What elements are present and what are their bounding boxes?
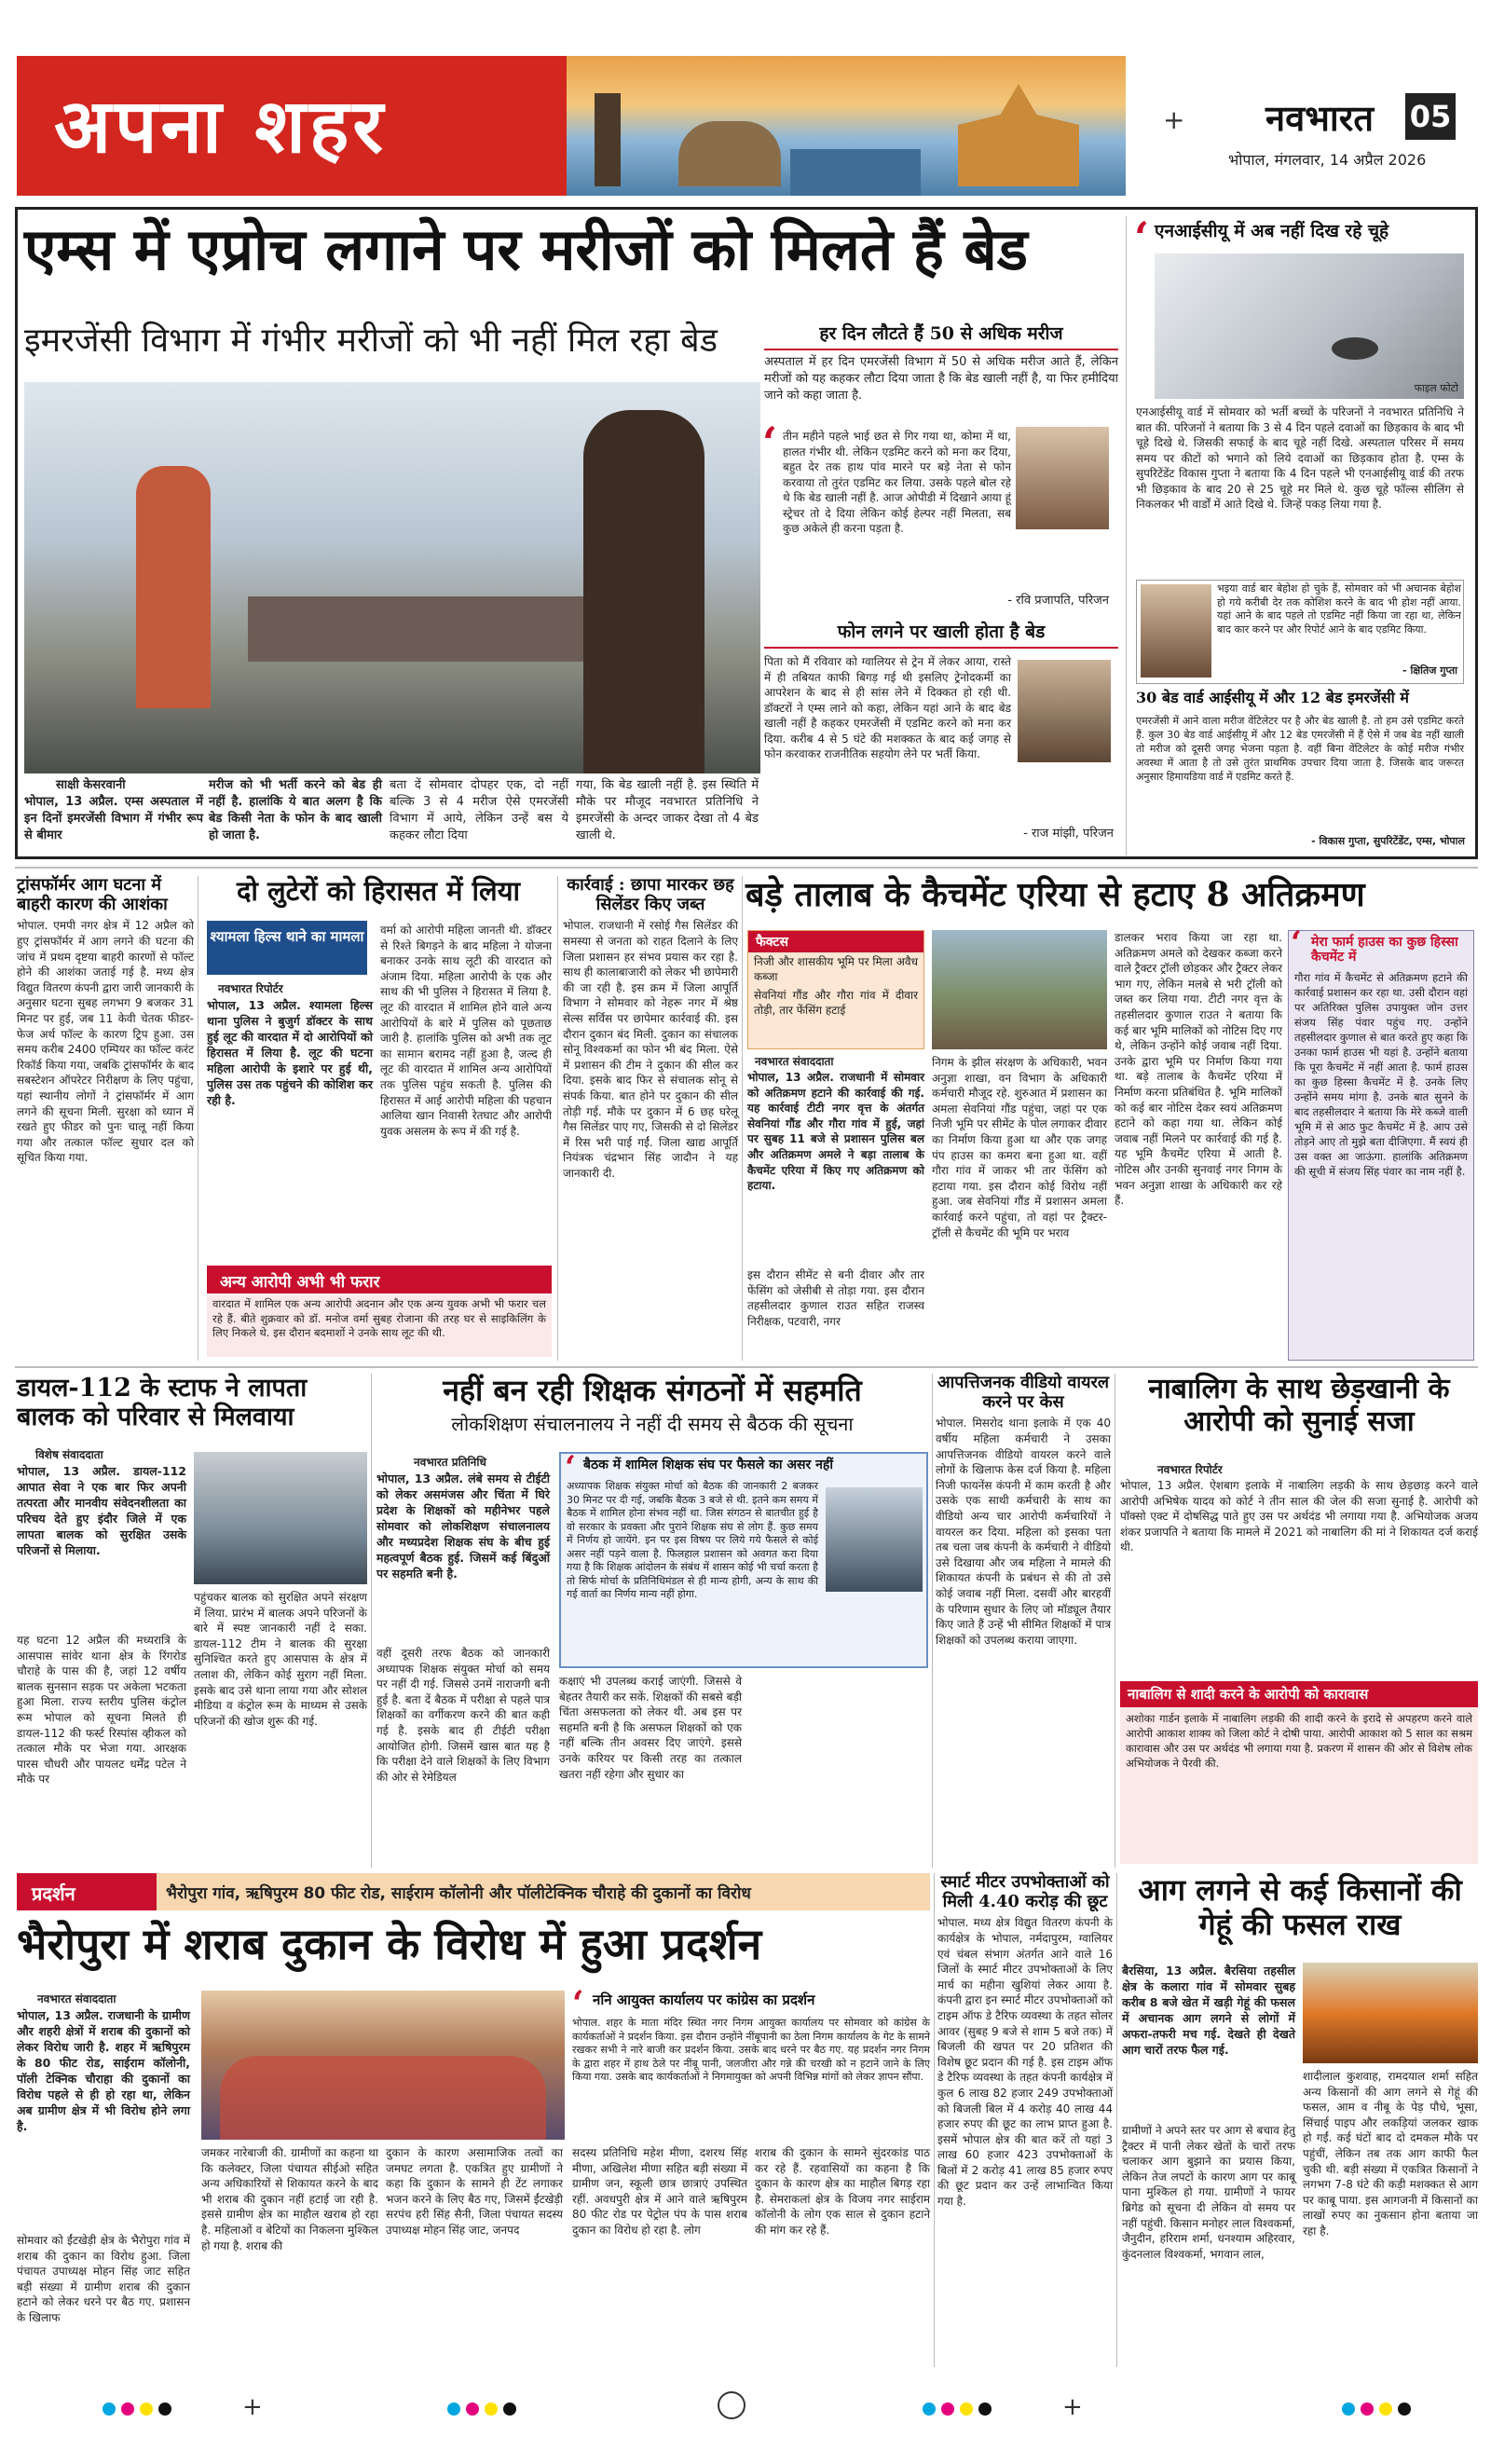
divider [15, 867, 1478, 869]
side-title: एनआईसीयू में अब नहीं दिख रहे चूहे [1155, 221, 1389, 241]
col-rule [742, 876, 743, 1361]
teachers-text2: कक्षाएं भी उपलब्ध कराई जाएंगी. जिससे वे बेहतर तैयारी कर सकें. शिक्षकों की सबसे बड़ी चिंता असफलता को लेकर थी. अब इस पर सहमति बनी है कि असफल शिक्षकों को एक नहीं बल्कि तीन अवसर दिए जाएंगे. इससे उनके करियर पर किसी तरह का तत्काल खतरा नहीं रहेगा और सुधार का [559, 1675, 742, 1781]
video-text: भोपाल. मिसरोद थाना इलाके में एक 40 वर्षीय महिला कर्मचारी ने उसका आपत्तिजनक वीडियो वायरल करने वाले लोगों के खिलाफ केस दर्ज किया है. महिला निजी फायनेंस कंपनी में काम करती है और उसके एक साथी कर्मचारी के साथ का वीडियो अन्य चार आरोपी कर्मचारियों ने वायरल कर दिया. महिला को इसका पता तब चला जब कंपनी के कर्मचारी ने वीडियो उसे दिखाया और जब महिला ने मामले की शिकायत कंपनी के प्रबंधन से की तो उसे कोई जवाब नहीं मिला. दसवीं और बारहवीं के परिणाम सुधार के लिए जो मॉड्यूल तैयार किए जाते हैं उन्हें भी सीमित शिक्षकों में पात्र शिक्षकों को उपलब्ध कराया जाएगा. [936, 1417, 1111, 1647]
dial112-text2: पहुंचकर बालक को सुरक्षित अपने संरक्षण में लिया. प्रारंभ में बालक अपने परिजनों के बारे में स्पष्ट जानकारी नहीं दे सका. डायल-112 टीम ने बालक की सुरक्षा सुनिश्चित करते हुए आसपास के क्षेत्र में तलाश की, लेकिन कोई सुराग नहीं मिला. इसके बाद उसे थाना लाया गया और सोशल मीडिया व कंट्रोल रूम के माध्यम से उसके परिजनों की खोज शुरू की गई. [194, 1591, 367, 1728]
congress-box [572, 1984, 930, 2140]
robbers-text: वर्मा को आरोपी महिला जानती थी. डॉक्टर से रिश्ते बिगड़ने के बाद महिला ने योजना बनाकर उनके साथ लूटी की वारदात को अंजाम दिया. महिला आरोपी के एक और साथ की भी पुलिस ने हिरासत में लिया है. लूट की वारदात में शामिल होने वाले अन्य आरोपियों के बारे में पुलिस को पूछताछ जारी है. हालांकि पुलिस को अभी तक लूट का सामान बरामद नहीं हुआ है, जल्द ही लूट की वारदात में शामिल अन्य आरोपियों तक पुलिस पहुंच सकती है. पुलिस की हिरासत में आई आरोपी महिला की पहचान आलिया खान निवासी रेतघाट और आरोपी युवक असलम के रूप में की गई है. [380, 924, 552, 1138]
quote-mark-icon: ‘ [565, 1449, 576, 1486]
liquor-text: सोमवार को ईंटखेड़ी क्षेत्र के भैरोपुरा गांव में शराब की दुकान का विरोध हुआ. जिला पंचायत उपाध्यक्ष मोहन सिंह जाट सहित बड़ी संख्या में ग्रामीण शराब की दुकान हटाने को लेकर धरने पर बैठ गए. प्रशासन के खिलाफ [17, 2234, 190, 2324]
side2-by: - विकास गुप्ता, सुपरिटेंडेंट, एम्स, भोपाल [1311, 835, 1465, 847]
teachers-lead: भोपाल, 13 अप्रैल. लंबे समय से टीईटी को लेकर असमंजस और चिंता में घिरे प्रदेश के शिक्षकों को महीनेभर पहले सोमवार को लोकशिक्षण संचालनालय और मध्यप्रदेश शिक्षक संघ के बीच हुई महत्वपूर्ण बैठक हुई. जिसमें कई बिंदुओं पर सहमति बनी है. [376, 1472, 550, 1581]
strip-tag: प्रदर्शन [17, 1873, 157, 1910]
fact-item: निजी और शासकीय भूमि पर मिला अवैध कब्जा [754, 955, 918, 983]
facts-box [747, 930, 924, 1049]
strip-text: भैरोपुरा गांव, ऋषिपुरम 80 फीट रोड, साईराम कॉलोनी और पॉलीटेक्निक चौराहे की दुकानों का विरोध [166, 1884, 751, 1903]
transformer-story [17, 876, 194, 1361]
col-rule [932, 1374, 933, 1868]
magenta-dot [941, 2402, 954, 2416]
video-story [936, 1374, 1111, 1868]
fire-text: ग्रामीणों ने अपने स्तर पर आग से बचाव हेतु ट्रैक्टर में पानी लेकर खेतों के चारों तरफ चलाकर आग बुझाने का प्रयास किया, लेकिन तेज लपटों के कारण आग पर काबू पाना मुश्किल हो गया. ग्रामीणों ने फायर ब्रिगेड को सूचना दी लेकिन वो समय पर नहीं पहुंची. किसान मनोहर लाल विश्वकर्मा, जैनुदीन, हरिराम शर्मा, धनश्याम अहिरवार, कुंदनलाल विश्वकर्मा, भगवान लाल, [1122, 2124, 1295, 2261]
dial112-photo [194, 1452, 367, 1584]
meter-text: भोपाल. मध्य क्षेत्र विद्युत वितरण कंपनी के कार्यक्षेत्र के भोपाल, नर्मदापुरम, ग्वालियर एवं चंबल संभाग अंतर्गत आने वाले 16 जिलों के स्मार्ट मीटर उपभोक्ताओं के लिए मार्च का महीना खुशियां लेकर आया है. कंपनी द्वारा इन स्मार्ट मीटर उपभोक्ताओं को टाइम ऑफ डे टैरिफ व्यवस्था के तहत सोलर आवर (सुबह 9 बजे से शाम 5 बजे तक) में बिजली की खपत पर 20 प्रतिशत की विशेष छूट प्रदान की गई है. इस टाइम ऑफ डे टैरिफ व्यवस्था के तहत कंपनी कार्यक्षेत्र में कुल 6 लाख 82 हजार 249 उपभोक्ताओं को बिजली बिल में 4 करोड़ 40 लाख 44 हजार रुपए की छूट का लाभ प्राप्त हुआ है. इसमें भोपाल क्षेत्र की बात करें तो यहां 3 लाख 60 हजार 423 उपभोक्ताओं के बिलों में 2 करोड़ 41 लाख 85 हजार रुपए की छूट प्रदान कर उन्हें लाभान्वित किया गया है. [937, 1916, 1113, 2209]
liquor-lead: भोपाल, 13 अप्रैल. राजधानी के ग्रामीण और शहरी क्षेत्रों में शराब की दुकानों को लेकर विरोध जारी है. शहर में ऋषिपुरम के 80 फीट रोड, साईराम कॉलोनी, पॉली टेक्निक चौराहा की दुकानों का विरोध पहले से ही हो रहा था, लेकिन अब ग्रामीण क्षेत्र में भी विरोध होने लगा है. [17, 2008, 190, 2133]
liquor-photo [201, 1991, 565, 2140]
yellow-dot [485, 2402, 498, 2416]
liquor-text5: शराब की दुकान के सामने सुंदरकांड पाठ कर रहे हैं. रहवासियों का कहना है कि दुकान के कारण क्षेत्र का माहौल बिगड़ रहा है. सेमराकलां क्षेत्र के विजय नगर साईराम कॉलोनी के लोग एक साल से दुकान हटाने की मांग कर रहे हैं. [755, 2146, 930, 2237]
fire-photo [1303, 1963, 1478, 2063]
quote-mark-icon: ‘ [1291, 924, 1302, 962]
man-figure [583, 410, 704, 773]
cyan-dot [447, 2402, 460, 2416]
side-quote-by: - क्षितिज गुप्ता [1402, 664, 1457, 677]
lake-lead: भोपाल, 13 अप्रैल. राजधानी में सोमवार को अतिक्रमण हटाने की कार्रवाई की गई. यह कार्रवाई टीटी नगर वृत्त के अंतर्गत सेवनियां गौंड और गौरा गांव में हुई, जहां पर सुबह 11 बजे से प्रशासन पुलिस बल और अतिक्रमण अमले ने बड़ा तालाब के कैचमेंट एरिया में किए गए अतिक्रमण को हटाया. [747, 1071, 924, 1193]
crosshair-icon: + [1163, 104, 1185, 135]
fire-story [1122, 1873, 1478, 2367]
robbers-byline: नवभारत रिपोर्टर [218, 982, 283, 995]
liquor-byline: नवभारत संवाददाता [37, 1992, 116, 2005]
registration-target-icon [718, 2391, 746, 2419]
liquor-text4: सदस्य प्रतिनिधि महेश मीणा, दशरथ सिंह मीणा, अखिलेश मीणा सहित बड़ी संख्या में ग्रामीण जन, स्कूली छात्र छात्राएं उपस्थित रहीं. अवधपुरी क्षेत्र में आने वाले ऋषिपुरम 80 फीट रोड पर पेट्रोल पंप के पास शराब दुकान का विरोध हो रहा है. लोग [572, 2146, 747, 2237]
liquor-text3: दुकान के कारण असामाजिक तत्वों का जमघट लगता है. एकत्रित हुए ग्रामीणों ने कहा कि दुकान के सामने ही टेंट लगाकर भजन करने के लिए बैठ गए, जिसमें ईंटखेड़ी सरपंच हरी सिंह सैनी, जिला पंचायत सदस्य उपाध्यक्ष मोहन सिंह जाट, जनपद [386, 2146, 563, 2237]
robbers-tag: श्यामला हिल्स थाने का मामला [207, 921, 367, 975]
robbers-lead: भोपाल, 13 अप्रैल. श्यामला हिल्स थाना पुलिस ने बुजुर्ग डॉक्टर के साथ हुई लूट की वारदात में दो आरोपियों को हिरासत में लिया है. लूट की घटना महिला आरोपी के इशारे पर हुई थी, पुलिस उस तक पहुंचने की कोशिश कर रही है. [207, 998, 373, 1107]
col-rule [1116, 1873, 1117, 2367]
lake-text2: निगम के झील संरक्षण के अधिकारी, भवन अनुज्ञा शाखा, वन विभाग के अधिकारी कर्मचारी मौजूद रहे. शुरुआत में प्रशासन का अमला सेवनियां गौंड पहुंचा, जहां पर एक निजी भूमि पर सीमेंट के पोल लगाकर दीवार का निर्माण किया हुआ था और एक जगह पंप हाउस का कमरा बना हुआ था. वहीं गौरा गांव में जाकर भी तार फेंसिंग को हटाया गया. इस दौरान कोई विरोध नहीं हुआ. जब सेवनियां गौंड में प्रशासन अमला कार्रवाई करने पहुंचा, तो वहां पर ट्रैक्टर-ट्रॉली से कैचमेंट की भूमि पर भराव [932, 1056, 1107, 1239]
quote-mark-icon: ‘ [762, 418, 778, 468]
lead-col2: मरीज को भी भर्ती करने को बेड ही नहीं है. हालांकि ये बात अलग है कि बेड किसी नेता के फोन के बाद खाली हो जाता है. [209, 778, 382, 842]
col-rule [557, 876, 558, 1361]
lake-text3: डालकर भराव किया जा रहा था. अतिक्रमण अमले को देखकर कब्जा करने वाले ट्रैक्टर ट्रॉली छोड़कर और ट्रैक्टर लेकर भाग गए, लेकिन मलबे से भरी ट्रॉली को जब्त कर लिया गया. टीटी नगर वृत्त के तहसीलदार कुणाल राउत ने बताया कि कई बार भूमि मालिकों को नोटिस दिए गए थे, लेकिन उन्होंने कोई जवाब नहीं दिया. उनके द्वारा भूमि पर निर्माण किया गया था. बड़े तालाब के कैचमेंट एरिया में निर्माण करना प्रतिबंधित है. भूमि मालिकों को कई बार नोटिस देकर स्वयं अतिक्रमण हटाने को कहा गया था. लेकिन कोई जवाब नहीं मिलने पर कार्रवाई की गई है. यह भूमि कैचमेंट एरिया में आती है. नोटिस और उनकी सुनवाई नगर निगम के भवन अनुज्ञा शाखा के अधिकारी कर रहे हैं. [1115, 931, 1282, 1208]
cylinder-text: भोपाल. राजधानी में रसोई गैस सिलेंडर की समस्या से जनता को राहत दिलाने के लिए जिला प्रशासन हर संभव प्रयास कर रहा है. साथ ही कालाबाजारी को लेकर भी छापेमारी की जा रही है. इस क्रम में जिला आपूर्ति विभाग ने सोमवार को नेहरू नगर में श्रेष्ठ सेल्स सर्विस पर छापेमार कार्रवाई की. इस दौरान दुकान बंद मिली. दुकान का संचालक सोनू विश्वकर्मा का फोन भी बंद मिला. ऐसे में प्रशासन की टीम ने दुकान की सील कर दिया. इसके बाद फिर से संचालक सोनू से संपर्क किया. बात होने पर दुकान की सील तोड़ी गई. मौके पर दुकान में 6 छह घरेलू गैस सिलेंडर पाए गए, जिसकी से दो सिलेंडर में रिस भरी पाई गईं. जिला खाद्य आपूर्ति नियंत्रक चंद्रभान सिंह जादौन ने यह जानकारी दी. [563, 919, 738, 1180]
quote-mark-icon: ‘ [1134, 212, 1150, 263]
teachers-quote: अध्यापक शिक्षक संयुक्त मोर्चा को बैठक की जानकारी 2 बजकर 30 मिनट पर दी गई, जबकि बैठक 3 बजे से थी. इतने कम समय में बैठक में शामिल होना संभव नहीं था. जिस संगठन से बातचीत हुई है वो सरकार के प्रवक्ता और पुराने शिक्षक संघ से लोग हैं. कुछ समय में निर्णय हो जायेंगे. इन पर इस विषय पर लिये गये फैसले से कोई असर नहीं पड़ने वाला है. फिलहाल प्रशासन को अवगत करा दिया गया है कि शिक्षक आंदोलन के संबंध में शासन कोई भी चर्चा करता है तो सिर्फ मोर्चा के प्रतिनिधिमंडल से ही मान्य होगी, अन्य के साथ की गई वार्ता का निर्णय मान्य नहीं होगा. [567, 1480, 818, 1600]
dial112-text1: यह घटना 12 अप्रैल की मध्यरात्रि के आसपास सांवेर थाना क्षेत्र के रिंगरोड चौराहे के पास की है, जहां 12 वर्षीय बालक सुनसान सड़क पर अकेला भटकता हुआ मिला. राज्य स्तरीय पुलिस कंट्रोल रूम भोपाल को सूचना मिलते ही डायल-112 की फर्स्ट रिस्पांस व्हीकल को तत्काल मौके पर भेजा गया. आरक्षक पारस चौधरी और पायलट धर्मेंद्र पटेल ने मौके पर [17, 1634, 186, 1786]
robbers-box-title: अन्य आरोपी अभी भी फरार [207, 1266, 552, 1294]
black-dot [503, 2402, 516, 2416]
side-quote-box [1136, 580, 1464, 684]
box1 [762, 323, 1118, 608]
minor-byline: नवभारत रिपोर्टर [1157, 1463, 1223, 1476]
box2-title: फोन लगने पर खाली होता है बेड [764, 623, 1118, 649]
magenta-dot [121, 2402, 134, 2416]
section-banner [17, 56, 567, 196]
lake-water [790, 149, 921, 196]
monument-silhouette [595, 93, 621, 186]
teachers-title: नहीं बन रही शिक्षक संगठनों में सहमति [443, 1373, 862, 1408]
lead-sidebar [1126, 212, 1470, 856]
yellow-dot [1379, 2402, 1392, 2416]
congress-title: ननि आयुक्त कार्यालय पर कांग्रेस का प्रदर्शन [593, 1992, 815, 2008]
lead-byline: साक्षी केसरवानी [56, 778, 126, 792]
lake-story [746, 876, 1478, 1361]
col-rule [934, 1873, 935, 2367]
farmhouse-box [1288, 924, 1474, 1361]
black-dot [978, 2402, 992, 2416]
congress-text: भोपाल. शहर के माता मंदिर स्थित नगर निगम आयुक्त कार्यालय पर सोमवार को कांग्रेस के कार्यकर्ताओं ने प्रदर्शन किया. इस दौरान उन्होंने नींबूपानी का ठेला निगम कार्यालय के गेट के सामने रखकर सभी ने नारे बाजी कर प्रदर्शन किया. उसके बाद धरने पर बैठ गए. यह प्रदर्शन नगर निगम के द्वारा शहर में हाथ ठेले पर नींबू पानी, जलजीरा और गन्ने की चरखी को न हटाने जाने के लिए किया गया. उसके बाद कार्यकर्ताओं ने निगमायुक्त को अपनी विभिन्न मांगों को लेकर ज्ञापन सौंपा. [572, 2017, 930, 2083]
crosshair-icon: + [1062, 2393, 1083, 2421]
dial112-lead: भोपाल, 13 अप्रैल. डायल-112 आपात सेवा ने एक बार फिर अपनी तत्परता और मानवीय संवेदनशीलता का परिचय देते हुए इंदौर जिले में एक लापता बालक को सुरक्षित उसके परिजनों से मिलाया. [17, 1464, 186, 1557]
yellow-dot [140, 2402, 153, 2416]
kshitij-photo [1141, 584, 1211, 678]
divider [15, 1366, 1478, 1368]
teacher-photo [826, 1487, 923, 1592]
hospital-photo [24, 382, 760, 773]
side-text: एनआईसीयू वार्ड में सोमवार को भर्ती बच्चों के परिजनों ने नवभारत प्रतिनिधि ने बात की. परिजनों ने बताया कि 3 से 4 दिन पहले दवाओं का छिड़काव के बाद भी चूहे दिखे थे. जिसकी सफाई के बाद चूहे नहीं दिखे. अस्पताल परिसर में समय समय पर कीटों को भगाने को लिये दवाओं का छिड़काव होता है. एम्स के सुपरिटेंडेंट विकास गुप्ता ने बताया कि 4 दिन पहले भी एनआईसीयू वार्ड की तरफ भी छिड़काव के बाद 20 से 25 चूहे मर मिले थे. कुछ चूहे फॉल्स सीलिंग से निकलकर भी वार्डों में आते दिखे थे. जिन्हें पकड़ लिया गया है. [1136, 405, 1464, 511]
demolition-photo [932, 930, 1107, 1049]
minor-title: नाबालिग के साथ छेड़खानी के आरोपी को सुनाई सजा [1148, 1373, 1450, 1438]
minor-box-text: अशोका गार्डन इलाके में नाबालिग लड़की की शादी करने के इरादे से अपहरण करने वाले आरोपी आकाश शाक्य को जिला कोर्ट ने दोषी पाया. आरोपी आकाश को 5 साल का सश्रम कारावास और उस पर अर्थदंड भी लगाया गया है. प्रकरण में शासन की ओर से विशेष लोक अभियोजक ने पैरवी की. [1126, 1712, 1472, 1770]
lead-col3: बता दें सोमवार दोपहर एक, दो नहीं बल्कि 3 से 4 मरीज ऐसे एमरजेंसी विभाग में आये, लेकिन उन्हें बस ये कहकर लौटा दिया [390, 778, 568, 842]
fire-lead: बैरसिया, 13 अप्रैल. बैरसिया तहसील क्षेत्र के कलारा गांव में सोमवार सुबह करीब 8 बजे खेत में खड़ी गेहूं की फसल में अचानक आग लगने से लोगों में अफरा-तफरी मच गई. देखते ही देखते आग चारों तरफ फैल गई. [1122, 1964, 1295, 2057]
video-title: आपत्तिजनक वीडियो वायरल करने पर केस [937, 1373, 1110, 1412]
teachers-story [376, 1374, 928, 1868]
quote2: पिता को मैं रविवार को ग्वालियर से ट्रेन में लेकर आया, रास्ते में ही तबियत काफी बिगड़ गई थी इसलिए ट्रेनोदकर्मी का आपरेशन के बाद से ही सांस लेने में दिक्कत हो रही थी. डॉक्टरों ने एम्स लाने को कहा, लेकिन यहां आने के बाद बेड खाली नहीं है कहकर एमरजेंसी में एडमिट करने को मना कर दिया. करीब 4 से 5 घंटे की मशक्कत के बाद कई जगह से फोन करवाकर राजनीतिक सहयोग लेने पर भर्ती किया. [764, 655, 1011, 760]
quote-mark-icon: ‘ [572, 1984, 584, 2023]
minor-box-title: नाबालिग से शादी करने के आरोपी को कारावास [1120, 1681, 1478, 1707]
stretcher [248, 596, 583, 662]
dial112-byline: विशेष संवाददाता [35, 1448, 103, 1461]
teachers-text1: वहीं दूसरी तरफ बैठक को जानकारी अध्यापक शिक्षक संयुक्त मोर्चा को समय पर नहीं दी गई. जिससे उनमें नाराजगी बनी हुई है. बता दें बैठक में परीक्षा से पहले पात्र शिक्षकों का वर्गीकरण करने की बात कही गई है. इसके बाद ही टीईटी परीक्षा आयोजित होगी. जिसमें खास बात यह है कि परीक्षा देने वाले शिक्षकों के लिए विभाग की ओर से रेमेडियल [376, 1647, 550, 1784]
side-quote: भइया वार्ड बार बेहोश हो चुके हैं, सोमवार को भी अचानक बेहोश हो गये करीबी देर तक कोशिश करने के बाद भी होश नहीं आया. यहां आने के बाद पहले तो एडमिट नहीं किया जा रहा था, लेकिन बाद कार करने पर और रिपोर्ट आने के बाद एडमिट किया. [1217, 582, 1461, 636]
liquor-text2: जमकर नारेबाजी की. ग्रामीणों का कहना था कि कलेक्टर, जिला पंचायत सीईओ सहित अन्य अधिकारियों से शिकायत करने के बाद भी शराब की दुकान नहीं हटाई जा रही है. इससे ग्रामीण क्षेत्र का माहौल खराब हो रहा है. महिलाओं व बेटियों का निकलना मुश्किल हो गया है. शराब की [201, 2146, 378, 2252]
masthead [17, 56, 1476, 196]
teachers-byline: नवभारत प्रतिनिधि [414, 1456, 486, 1469]
meter-story [937, 1873, 1113, 2367]
city-collage [567, 56, 1126, 196]
meter-title: स्मार्ट मीटर उपभोक्ताओं को मिली 4.40 करोड़ की छूट [940, 1872, 1110, 1911]
teachers-sub: लोकशिक्षण संचालनालय ने नहीं दी समय से बैठक की सूचना [451, 1412, 854, 1435]
robbers-story [203, 876, 554, 1361]
transformer-text: भोपाल. एमपी नगर क्षेत्र में 12 अप्रैल को हुए ट्रांसफॉर्मर में आग लगने की घटना की जांच में प्रथम दृष्टया बाहरी कारणों से फॉल्ट होने की आशंका जताई गई है. मध्य क्षेत्र विद्युत वितरण कंपनी द्वारा जारी जानकारी के अनुसार घटना सुबह लगभग 9 बजकर 31 मिनट पर हुई, जब 11 केवी चेतक फीडर-फेज अर्थ फॉल्ट के कारण ट्रिप हुआ. उस समय करीब 2400 एम्पियर का फॉल्ट करंट रिकॉर्ड किया गया, जबकि ट्रांसफॉर्मर के बाद सबस्टेशन ऑपरेटर निरीक्षण के लिए पहुंचा, यहां स्थानीय लोगों ने ट्रांसफॉर्मर में आग लगने की सूचना मिली. सुरक्षा को ध्यान में रखते हुए फीडर को पुनः चालू नहीं किया गया और तत्काल फॉल्ट सुधार दल को सूचित किया गया. [17, 919, 194, 1165]
minor-story [1120, 1374, 1478, 1868]
robbers-box-text: वारदात में शामिल एक अन्य आरोपी अदनान और एक अन्य युवक अभी भी फरार चल रहे हैं. बीते शुक्रवार को डॉ. मनोज वर्मा सुबह रोजाना की तरह घर से साइकिलिंग के लिए निकले थे. इस दौरान बदमाशों ने उनके साथ लूट की थी. [207, 1295, 552, 1357]
dateline: भोपाल, मंगलवार, 14 अप्रैल 2026 [1228, 151, 1427, 169]
photo-caption: फाइल फोटो [1414, 382, 1458, 394]
mosque-silhouette [678, 121, 781, 186]
farmhouse-text: गौरा गांव में कैचमेंट से अतिक्रमण हटाने की कार्रवाई प्रशासन कर रहा था. उसी दौरान वहां पर अतिरिक्त पुलिस उपायुक्त जोन उत्तर संजय सिंह पंवार पहुंच गए. उन्होंने तहसीलदार कुणाल से बात करते हुए कहा कि उनका फार्म हाउस भी यहां है. उन्होंने बताया कि पूरा कैचमेंट में नहीं आता है. फार्म हाउस का कुछ हिस्सा कैचमेंट में है. उनके लिए उन्होंने समय मांगा है. उनके बात सुनने के बाद तहसीलदार ने बताया कि मेरे कब्जे वाली भूमि में से आठ फुट कैचमेंट में है. आप उसे तोड़ने आए तो मुझे बता दीजिएगा. मैं स्वयं ही उस वक्त आ जाऊंगा. हालांकि अतिक्रमण की सूची में संजय सिंह पंवार का नाम नहीं है. [1294, 971, 1468, 1179]
lead-subhead: इमरजेंसी विभाग में गंभीर मरीजों को भी नहीं मिल रहा बेड [24, 322, 718, 360]
cyan-dot [103, 2402, 116, 2416]
cyan-dot [1342, 2402, 1355, 2416]
farmhouse-title: मेरा फार्म हाउस का कुछ हिस्सा कैचमेंट में [1311, 935, 1458, 965]
liquor-title: भैरोपुरा में शराब दुकान के विरोध में हुआ प्रदर्शन [17, 1919, 762, 1969]
cylinder-title: कार्रवाई : छापा मारकर छह सिलेंडर किए जब्त [567, 875, 734, 914]
robbers-title: दो लुटेरों को हिरासत में लिया [236, 875, 521, 907]
col-rule [371, 1374, 372, 1868]
lead-headline: एम्स में एप्रोच लगाने पर मरीजों को मिलते हैं बेड [24, 215, 1028, 283]
quote1-by: - रवि प्रजापति, परिजन [1007, 594, 1109, 608]
fire-text2: शादीलाल कुशवाह, रामदयाल शर्मा सहित अन्य किसानों की आग लगने से गेहूं की फसल, आम व नीबू के पेड़ पौधे, भूसा, सिंचाई पाइप और लकड़ियां जलकर खाक हो गईं. कई घंटों बाद दो दमकल मौके पर पहुंचीं, लेकिन तब तक आग काफी फैल चुकी थी. बड़ी संख्या में एकत्रित किसानों ने लगभग 7-8 घंटे की कड़ी मशक्कत से आग पर काबू पाया. इस आगजनी में किसानों का लाखों रुपए का नुकसान होना बताया जा रहा है. [1303, 2070, 1478, 2238]
box2 [764, 623, 1118, 856]
lake-text1: इस दौरान सीमेंट से बनी दीवार और तार फेंसिंग को जेसीबी से तोड़ा गया. इस दौरान तहसीलदार कुणाल राउत सहित राजस्व निरीक्षक, पटवारी, नगर [747, 1268, 924, 1328]
box1-title: हर दिन लौटते हैं 50 से अधिक मरीज [764, 324, 1118, 350]
quote1: तीन महीने पहले भाई छत से गिर गया था, कोमा में था, हालत गंभीर थी. लेकिन एडमिट करने को मना कर दिया, बहुत देर तक हाथ पांव मारने पर बड़े नेता से फोन करवाया तो तुरंत एडमिट कर लिया. उसके पहले बोल रहे थे कि बेड खाली नहीं है. आज ओपीडी में दिखाने आया हूं स्ट्रेचर तो दे दिया लेकिन कोई हेल्पर नहीं मिलता, सब कुछ अकेले ही करना पड़ता है. [783, 430, 1011, 535]
temple-silhouette [958, 84, 1079, 186]
ravi-photo [1016, 427, 1109, 529]
side2-text: एमरजेंसी में आने वाला मरीज वेंटिलेटर पर है और बेड खाली है. तो हम उसे एडमिट करते हैं. कुल 30 बेड वार्ड आईसीयू में और 12 बेड एमरजेंसी में हैं ऐसे में जब बेड नहीं खाली तो मरीज को दूसरी जगह भेजना पड़ता है. वहीं बिना वेंटिलेटर के कोई मरीज गंभीर अवस्था में आता है तो उसे तुरंत प्राथमिक उपचार दिया जाता है. जिसके बाद जरूरत अनुसार हिमायडिया वार्ड में एडमिट करते हैं. [1136, 715, 1464, 783]
section-title: अपना शहर [54, 82, 388, 170]
lake-byline: नवभारत संवाददाता [755, 1055, 834, 1068]
cylinder-story [563, 876, 738, 1361]
minor-text: भोपाल, 13 अप्रैल. ऐशबाग इलाके में नाबालिग लड़की के साथ छेड़छाड़ करने वाले आरोपी अभिषेक यादव को कोर्ट ने तीन साल की जेल की सजा सुनाई है. आरोपी को पॉक्सो एक्ट में दोषसिद्ध पाते हुए उस पर अर्थदंड भी लगाया गया है. अभियोजक अजय शंकर प्रजापति ने बताया कि मामले में 2021 को नाबालिग की मां ने शिकायत दर्ज कराई थी. [1120, 1479, 1478, 1554]
cyan-dot [923, 2402, 936, 2416]
black-dot [1398, 2402, 1411, 2416]
box1-text: अस्पताल में हर दिन एमरजेंसी विभाग में 50 से अधिक मरीज आते हैं, लेकिन मरीजों को यह कहकर लौटा दिया जाता है कि बेड खाली नहीं है, या फिर हमीदिया जाने को कहा जाता है. [764, 354, 1118, 403]
side2-title: 30 बेड वार्ड आईसीयू में और 12 बेड इमरजेंसी में [1136, 689, 1409, 706]
rat-shape [1332, 337, 1378, 360]
fire-title: आग लगने से कई किसानों की गेहूं की फसल राख [1138, 1872, 1462, 1942]
color-registration-strip [0, 2386, 1491, 2442]
black-dot [158, 2402, 171, 2416]
teachers-quote-title: बैठक में शामिल शिक्षक संघ पर फैसले का असर नहीं [583, 1458, 833, 1472]
fact-item: सेवनियां गौंड और गौरा गांव में दीवार तोड़ी, तार फेंसिंग हटाई [754, 989, 918, 1017]
paper-name: नवभारत [1265, 97, 1374, 139]
lake-title: बड़े तालाब के कैचमेंट एरिया से हटाए 8 अतिक्रमण [746, 875, 1365, 914]
facts-title: फैक्टस [748, 931, 923, 952]
lead-col4: गया, कि बेड खाली नहीं है. इस स्थिति में मौके पर मौजूद नवभारत प्रतिनिधि ने इमरजेंसी के अन्दर जाकर देखा तो 4 बेड खाली थे. [576, 778, 759, 842]
minor-box [1120, 1681, 1478, 1864]
raj-photo [1018, 660, 1111, 762]
teachers-quote-box [559, 1449, 928, 1668]
lead-col1: भोपाल, 13 अप्रैल. एम्स अस्पताल में इन दिनों इमरजेंसी विभाग में गंभीर रूप से बीमार [24, 795, 203, 842]
protest-strip [17, 1873, 930, 1910]
crosshair-icon: + [242, 2393, 263, 2421]
page-number: 05 [1405, 93, 1456, 140]
crowd-shape [220, 2056, 546, 2140]
patient-figure [136, 466, 211, 708]
magenta-dot [1361, 2402, 1374, 2416]
nicu-photo [1155, 253, 1464, 399]
transformer-title: ट्रांसफॉर्मर आग घटना में बाहरी कारण की आशंका [17, 875, 168, 914]
dial112-title: डायल-112 के स्टाफ ने लापता बालक को परिवार से मिलवाया [17, 1374, 308, 1432]
dial112-story [17, 1374, 367, 1868]
magenta-dot [466, 2402, 479, 2416]
yellow-dot [960, 2402, 973, 2416]
quote2-by: - राज मांझी, परिजन [1023, 827, 1114, 841]
